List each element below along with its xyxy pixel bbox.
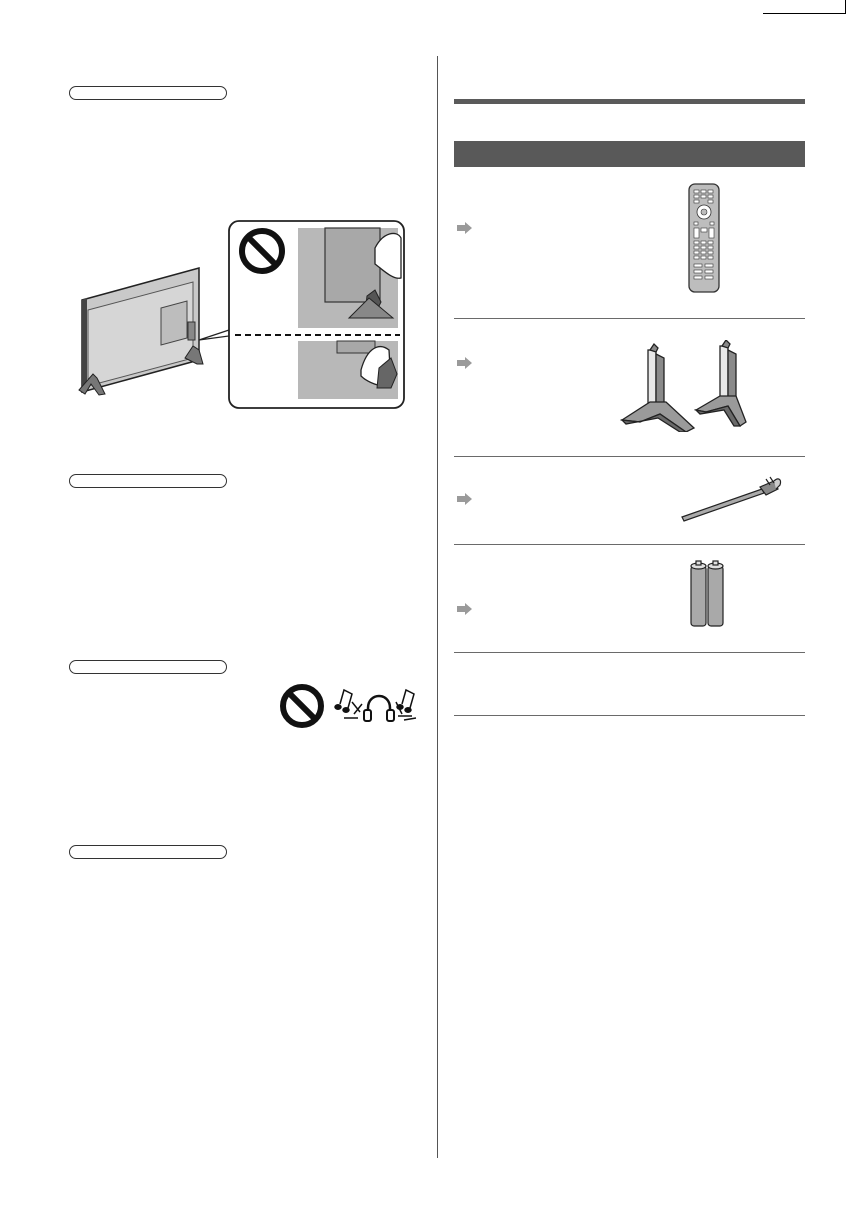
crop-mark-horizontal	[763, 13, 845, 14]
row-divider-1	[454, 318, 805, 319]
section-title-bar	[454, 99, 805, 104]
reference-arrow-icon	[457, 222, 473, 234]
prohibited-icon	[283, 687, 321, 725]
accessories-header-band	[454, 141, 805, 167]
row-divider-2	[454, 456, 805, 457]
headphones-icon	[364, 696, 394, 721]
row-divider-3	[454, 544, 805, 545]
batteries-icon	[689, 560, 727, 630]
section-heading-pill-2	[69, 474, 227, 488]
no-headphones-illustration	[278, 682, 422, 730]
section-heading-pill-4	[69, 845, 227, 859]
column-divider	[437, 56, 438, 1158]
section-heading-pill-3	[69, 660, 227, 674]
remote-control-icon	[687, 182, 721, 294]
reference-arrow-icon	[457, 493, 473, 505]
crop-mark-vertical	[845, 0, 846, 14]
tv-rear-view-icon	[79, 268, 203, 395]
pedestal-icon	[620, 340, 750, 432]
section-heading-pill-1	[69, 86, 227, 100]
music-note-icon	[335, 690, 416, 720]
cable-tie-icon	[680, 475, 784, 525]
row-divider-4	[454, 652, 805, 653]
reference-arrow-icon	[457, 357, 473, 369]
reference-arrow-icon	[457, 603, 473, 615]
row-divider-5	[454, 715, 805, 716]
tv-rear-stand-illustration	[75, 218, 407, 412]
